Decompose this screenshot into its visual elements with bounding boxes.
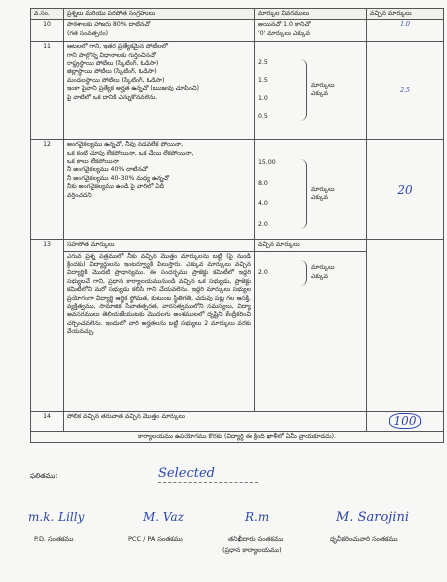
result-value: Selected	[158, 466, 258, 483]
awarded-mark: 100	[389, 413, 422, 429]
mark-value: 4.0	[258, 200, 268, 208]
table-row	[31, 140, 444, 240]
row-text-line: పోలిక వచ్చిన తరువాత వచ్చిన మొత్తం మార్కులు	[64, 412, 367, 431]
signature-label: తనిఖీదారు సంతకము	[228, 535, 284, 543]
row-text-line: జిల్లాస్థాయి పోటీలు (స్కేటీంగ్, ఓడిసా)	[67, 68, 157, 76]
brace-icon	[300, 59, 307, 121]
row-sno: 10	[31, 20, 64, 42]
row-sno: 12	[31, 140, 64, 240]
signature-mark: m.k. Lilly	[28, 510, 85, 524]
marks-label: మార్కులు	[311, 186, 335, 193]
row-text-line: నీ అంగవైకల్యము 40% దాటినచో	[67, 166, 148, 174]
marks-table	[30, 8, 444, 443]
row-text-line: మండలస్థాయి పోటీలు (స్కేటీంగ్, ఓడిసా)	[67, 76, 165, 84]
row-text-line: అంగవైకల్యము ఉన్నచో, నీవు నడవలేక పోయినా,	[67, 141, 184, 149]
marks-label: ఎక్కువ	[311, 272, 329, 280]
signature-label: PCC / PA సంతకము	[128, 535, 183, 543]
table-row	[31, 240, 444, 412]
mark-value: 1.5	[258, 77, 268, 85]
awarded-mark: 1.0	[400, 21, 410, 29]
signature-mark: M. Sarojini	[336, 510, 409, 525]
row-sno: 14	[31, 412, 64, 431]
marks-label: ఎక్కువ	[311, 194, 329, 202]
row-paragraph: ఎగువ ప్రశ్న పత్రములో నీకు వచ్చిన మొత్తం మార్కులను బట్టి (పై నుండి క్రిందకు) విద్యార్థులను ఇంటర్వ్యూకి పిలుస్తారు. ఎక్కువ మార్కులు వచ్చిన విద్యార్థికి మొదటి ప్రాధాన్యము. ఈ సందర్భము ప్రాజెక్టు కమిటీలో ఇద్దరి సభ్యులచే గాని, ప్రధాన కార్యాలయమునుండి వచ్చిన ఒక సభ్యుడు, ప్రాజెక్టు కమిటీలోని మరో సభ్యుడు కలిసి గాని చేయవలెను. ఇద్దరి మార్కులు సభ్యుల ప్రయోగంగా విద్యార్థి ఆర్థిక స్థోమత, కుటుంబ స్థితిగతి, చదువు పట్ల గల ఆసక్తి, వ్యక్తిత్వము, సామాజిక సేవాతత్పరత, వారసత్వములోని సమస్యలు, విద్యా అవసరములు తెలియజేయుటకు మొదలగు అంశములలో దృష్టిని కేంద్రీకరించి చర్చించవలెను. ఇందులో వారి అర్హతలను బట్టి సభ్యులు 2 మార్కులు వరకు వేయవచ్చు.	[67, 252, 251, 335]
brace-icon	[300, 260, 307, 286]
table-row	[31, 20, 444, 42]
mark-value: 2.0	[258, 268, 268, 276]
result-label: ఫలితము:	[30, 472, 58, 480]
brace-icon	[300, 159, 307, 229]
marks-label: మార్కులు	[311, 82, 335, 89]
signature-mark: M. Vaz	[143, 510, 184, 524]
signature-label: ధృవీకరించువారి సంతకము	[330, 535, 398, 543]
row-sno: 13	[31, 240, 64, 412]
row-text-line: (గత సంవత్సరం)	[67, 29, 109, 37]
awarded-mark: 2.5	[400, 86, 410, 94]
mark-value: 1.0	[258, 95, 268, 103]
office-use-note: కార్యాలయము ఉపయోగము కొరకు (విద్యార్థి ఈ క్రింది ఖాళీలో ఏమీ వ్రాయకూడదు).	[31, 431, 444, 442]
row-text-line: పాఠశాలకు హాజరు 80% దాటినచో	[67, 21, 151, 29]
table-row	[31, 42, 444, 140]
row-text-line: ఆటలలో గాని, ఇతర ప్రత్యేకమైన పోటీలలో	[67, 43, 168, 51]
row-text-line: నీ అంగవైకల్యము 40-30% మధ్య ఉన్నచో	[67, 174, 170, 182]
row-text-line: పై వాటిలో ఒక దానికి ఎన్నుకొనవలెను.	[67, 93, 158, 101]
table-header-row	[31, 9, 444, 20]
marks-label: ఎక్కువ	[311, 90, 329, 98]
awarded-mark: 20	[397, 182, 413, 197]
sub-column-header: వచ్చిన మార్కులు	[255, 240, 366, 251]
row-text-line: నీకు అంగవైకల్యము ఉండి పై వారిలో ఏదీ	[67, 183, 165, 191]
signature-sublabel: (ప్రధాన కార్యాలయము)	[222, 546, 282, 554]
row-text-line: ఒక కాలు లేకపోయినా	[67, 158, 119, 166]
row-text-line: వర్తించదని	[67, 191, 92, 199]
row-text-line: రాష్ట్రస్థాయి పోటీలు (స్కేటీంగ్, ఓడిసా)	[67, 60, 159, 68]
table-row	[31, 412, 444, 431]
header-question: ప్రశ్నలు మరియు పరపోత సంగ్రహులు	[64, 9, 255, 20]
header-awarded: వచ్చిన మార్కులు	[367, 9, 444, 20]
mark-value: 15.00	[258, 159, 276, 167]
row-text-line: ఒక కంటి చూపు లేకపోయినా, ఒక చేయి లేకపోయినా,	[67, 149, 194, 157]
header-sno: వ.సం.	[31, 9, 64, 20]
header-criteria: మార్కుల వివరములు	[255, 9, 367, 20]
signature-mark: R.m	[245, 510, 270, 524]
mark-value: 2.5	[258, 59, 268, 67]
marks-label: మార్కులు	[311, 264, 335, 272]
row-sno: 11	[31, 42, 64, 140]
row-text-line: గాని పాల్గొన్న విధానాలకు గుర్తించినచో	[67, 51, 156, 59]
mark-value: 8.0	[258, 179, 268, 187]
criteria-line: అయినచో 1.0 కానిచో	[258, 21, 311, 29]
row-text-line: ఇంకా పైవాని ప్రత్యేక అర్హత ఉన్నచో (ఋజువు చూపించి)	[67, 85, 199, 93]
mark-value: 0.5	[258, 112, 268, 120]
mark-value: 2.0	[258, 221, 268, 228]
signature-label: P.D. సంతకము	[34, 535, 74, 543]
criteria-line: '0' మార్కులు ఎక్కువ	[258, 29, 311, 37]
row-title: సహసోత మార్కులు	[64, 241, 254, 251]
